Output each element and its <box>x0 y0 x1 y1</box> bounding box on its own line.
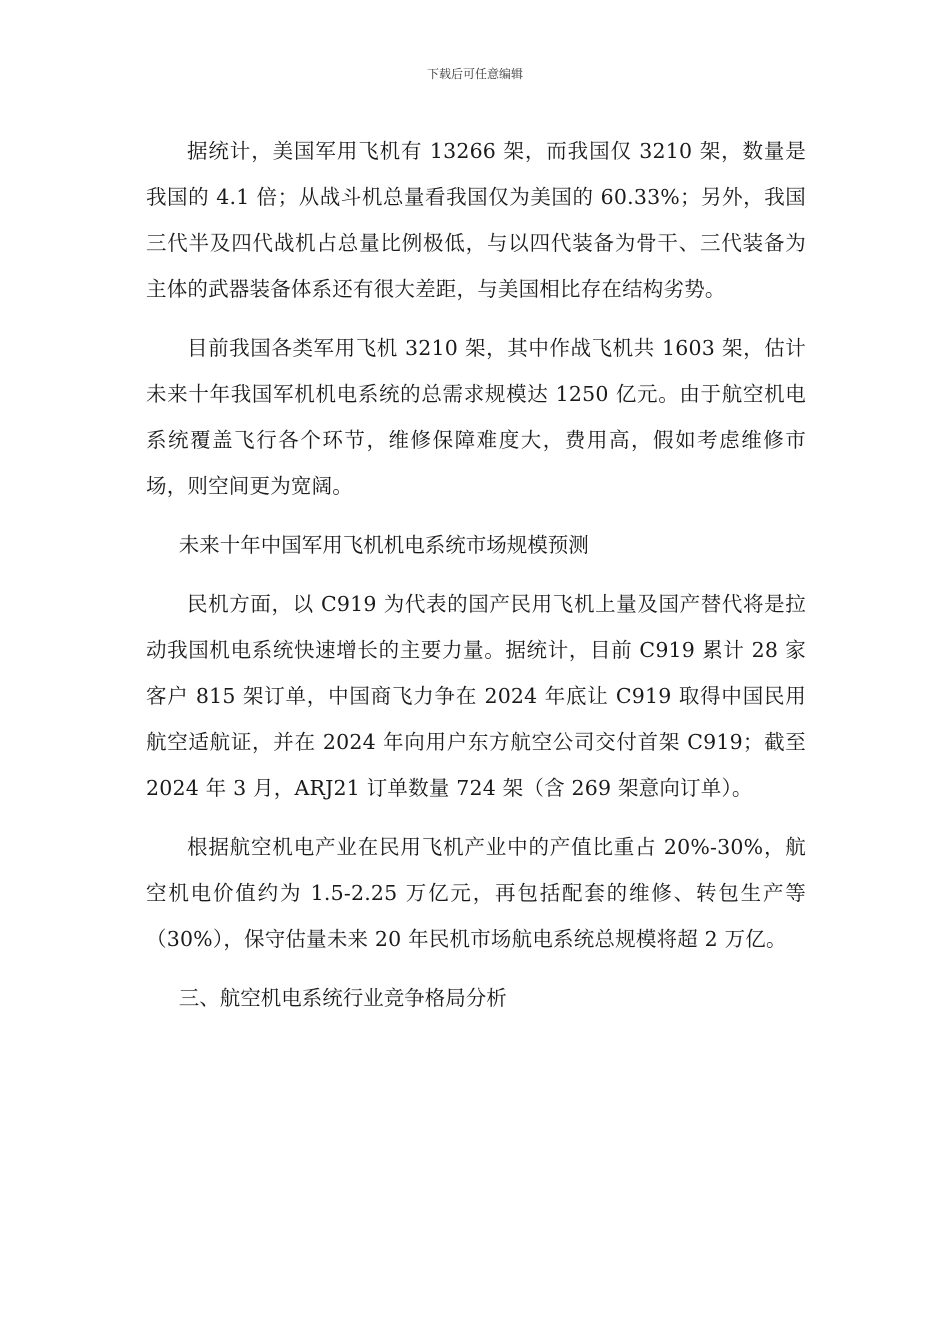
paragraph-military-market-size: 目前我国各类军用飞机 3210 架，其中作战飞机共 1603 架，估计未来十年我国军机机电系统的总需求规模达 1250 亿元。由于航空机电系统覆盖飞行各个环节，维修保障难度大，费用高，假如考虑维修市场，则空间更为宽阔。 <box>146 336 806 498</box>
section-heading-competition: 三、航空机电系统行业竞争格局分析 <box>178 986 507 1010</box>
caption-market-forecast: 未来十年中国军用飞机机电系统市场规模预测 <box>178 533 589 557</box>
paragraph-military-aircraft-stats: 据统计，美国军用飞机有 13266 架，而我国仅 3210 架，数量是我国的 4.1 倍；从战斗机总量看我国仅为美国的 60.33%；另外，我国三代半及四代战机占总量比例极低，与以四代装备为骨干、三代装备为主体的武器装备体系还有很大差距，与美国相比存在结构劣势。 <box>146 139 806 301</box>
paragraph-civil-aircraft: 民机方面，以 C919 为代表的国产民用飞机上量及国产替代将是拉动我国机电系统快速增长的主要力量。据统计，目前 C919 累计 28 家客户 815 架订单，中国商飞力争在 2024 年底让 C919 取得中国民用航空适航证，并在 2024 年向用户东方航空公司交付首架 C919；截至 2024 年 3 月，ARJ21 订单数量 724 架（含 269 架意向订单）。 <box>146 592 806 800</box>
document-body <box>146 128 806 1034</box>
page-header: 下载后可任意编辑 <box>426 67 523 81</box>
paragraph-civil-market-value: 根据航空机电产业在民用飞机产业中的产值比重占 20%-30%，航空机电价值约为 1.5-2.25 万亿元，再包括配套的维修、转包生产等（30%），保守估量未来 20 年民机市场航电系统总规模将超 2 万亿。 <box>146 835 806 951</box>
